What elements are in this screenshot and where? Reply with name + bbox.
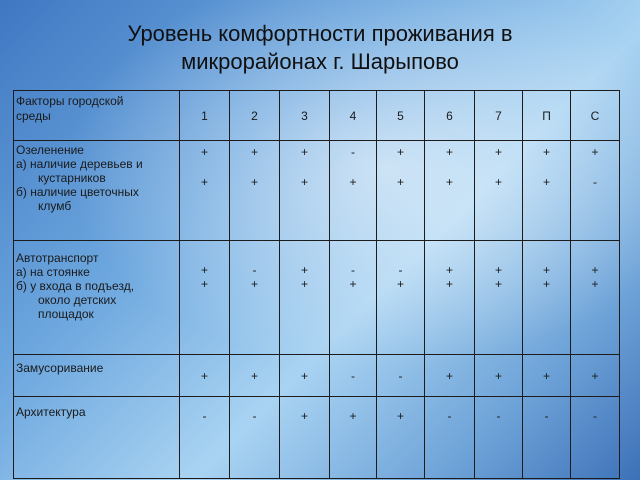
- cell-transport-5: [377, 241, 425, 355]
- cell-littering-3: [280, 355, 330, 397]
- row-greenery: [14, 141, 620, 241]
- header-factor-line-2: среды: [16, 109, 51, 123]
- factor-transport-b-cont-2: площадок: [38, 307, 94, 321]
- factor-transport-title: Автотранспорт: [16, 251, 99, 265]
- cell-greenery-p: [523, 141, 571, 241]
- value: +: [250, 369, 258, 383]
- header-col-4: 4: [330, 91, 377, 141]
- value: +: [445, 145, 453, 159]
- value: +: [445, 277, 453, 291]
- cell-greenery-6: [425, 141, 475, 241]
- value: +: [445, 369, 453, 383]
- value: +: [591, 277, 599, 291]
- value: +: [445, 175, 453, 189]
- value: +: [494, 277, 502, 291]
- header-col-1: 1: [180, 91, 230, 141]
- factor-greenery-title: Озеленение: [16, 143, 84, 157]
- value: +: [300, 263, 308, 277]
- value: +: [349, 277, 357, 291]
- cell-transport-p: [523, 241, 571, 355]
- header-factor-cell: [14, 91, 180, 141]
- factor-greenery: [14, 141, 180, 241]
- cell-architecture-5: [377, 397, 425, 479]
- value: +: [250, 175, 258, 189]
- cell-transport-2: [230, 241, 280, 355]
- value: +: [200, 263, 208, 277]
- cell-architecture-s: [571, 397, 620, 479]
- value: -: [593, 175, 597, 189]
- cell-littering-p: [523, 355, 571, 397]
- cell-architecture-p: [523, 397, 571, 479]
- cell-transport-s: [571, 241, 620, 355]
- value: +: [494, 263, 502, 277]
- value: +: [300, 175, 308, 189]
- cell-greenery-5: [377, 141, 425, 241]
- header-row: [14, 91, 620, 141]
- value: +: [200, 277, 208, 291]
- cell-greenery-7: [475, 141, 523, 241]
- row-transport: [14, 241, 620, 355]
- header-factor-line-1: Факторы городской: [16, 94, 124, 108]
- header-col-5: 5: [377, 91, 425, 141]
- value: +: [445, 263, 453, 277]
- header-col-p: П: [523, 91, 571, 141]
- cell-littering-2: [230, 355, 280, 397]
- cell-transport-7: [475, 241, 523, 355]
- value: +: [300, 369, 308, 383]
- value: +: [200, 145, 208, 159]
- cell-architecture-4: [330, 397, 377, 479]
- value: +: [300, 277, 308, 291]
- header-col-2: 2: [230, 91, 280, 141]
- factor-architecture: Архитектура: [14, 397, 180, 479]
- value: -: [447, 409, 452, 423]
- value: +: [396, 409, 404, 423]
- factor-transport-a: а) на стоянке: [16, 265, 90, 279]
- value: +: [349, 409, 357, 423]
- row-architecture: [14, 397, 620, 479]
- value: +: [542, 145, 550, 159]
- factor-transport-b: б) у входа в подъезд,: [16, 279, 135, 293]
- value: +: [200, 175, 208, 189]
- value: +: [542, 369, 550, 383]
- cell-transport-4: [330, 241, 377, 355]
- cell-littering-5: [377, 355, 425, 397]
- cell-littering-6: [425, 355, 475, 397]
- cell-transport-3: [280, 241, 330, 355]
- cell-greenery-2: [230, 141, 280, 241]
- cell-littering-7: [475, 355, 523, 397]
- value: -: [202, 409, 207, 423]
- cell-greenery-s: [571, 141, 620, 241]
- title-line-2: микрорайонах г. Шарыпово: [181, 49, 459, 74]
- value: +: [542, 277, 550, 291]
- value: -: [351, 263, 355, 277]
- value: +: [591, 145, 599, 159]
- cell-greenery-3: [280, 141, 330, 241]
- value: +: [349, 175, 357, 189]
- cell-littering-4: [330, 355, 377, 397]
- cell-greenery-4: [330, 141, 377, 241]
- value: +: [300, 145, 308, 159]
- header-col-7: 7: [475, 91, 523, 141]
- value: +: [250, 277, 258, 291]
- factor-greenery-b-cont: клумб: [38, 199, 72, 213]
- value: -: [252, 409, 257, 423]
- value: -: [398, 369, 403, 383]
- cell-architecture-7: [475, 397, 523, 479]
- factor-transport: [14, 241, 180, 355]
- value: -: [496, 409, 501, 423]
- value: -: [252, 263, 257, 277]
- value: +: [396, 145, 404, 159]
- value: +: [494, 145, 502, 159]
- value: +: [591, 369, 599, 383]
- value: +: [542, 175, 550, 189]
- row-littering: [14, 355, 620, 397]
- value: +: [591, 263, 599, 277]
- cell-greenery-1: [180, 141, 230, 241]
- title-line-1: Уровень комфортности проживания в: [127, 21, 513, 46]
- header-col-6: 6: [425, 91, 475, 141]
- cell-littering-s: [571, 355, 620, 397]
- header-col-s: С: [571, 91, 620, 141]
- value: +: [200, 369, 208, 383]
- factor-greenery-a: а) наличие деревьев и: [16, 157, 143, 171]
- value: +: [396, 175, 404, 189]
- value: -: [593, 409, 597, 423]
- value: +: [542, 263, 550, 277]
- factor-littering: Замусоривание: [14, 355, 180, 397]
- header-col-3: 3: [280, 91, 330, 141]
- cell-architecture-1: [180, 397, 230, 479]
- cell-architecture-2: [230, 397, 280, 479]
- factor-transport-b-cont-1: около детских: [38, 293, 117, 307]
- cell-architecture-6: [425, 397, 475, 479]
- value: -: [351, 145, 355, 159]
- cell-littering-1: [180, 355, 230, 397]
- value: +: [494, 369, 502, 383]
- value: +: [250, 145, 258, 159]
- comfort-table: [13, 90, 620, 479]
- cell-architecture-3: [280, 397, 330, 479]
- cell-transport-1: [180, 241, 230, 355]
- value: +: [300, 409, 308, 423]
- factor-greenery-b: б) наличие цветочных: [16, 185, 139, 199]
- value: -: [398, 263, 403, 277]
- value: +: [396, 277, 404, 291]
- value: +: [494, 175, 502, 189]
- factor-greenery-a-cont: кустарников: [38, 171, 106, 185]
- slide-title: [0, 20, 640, 76]
- cell-transport-6: [425, 241, 475, 355]
- value: -: [544, 409, 549, 423]
- value: -: [351, 369, 355, 383]
